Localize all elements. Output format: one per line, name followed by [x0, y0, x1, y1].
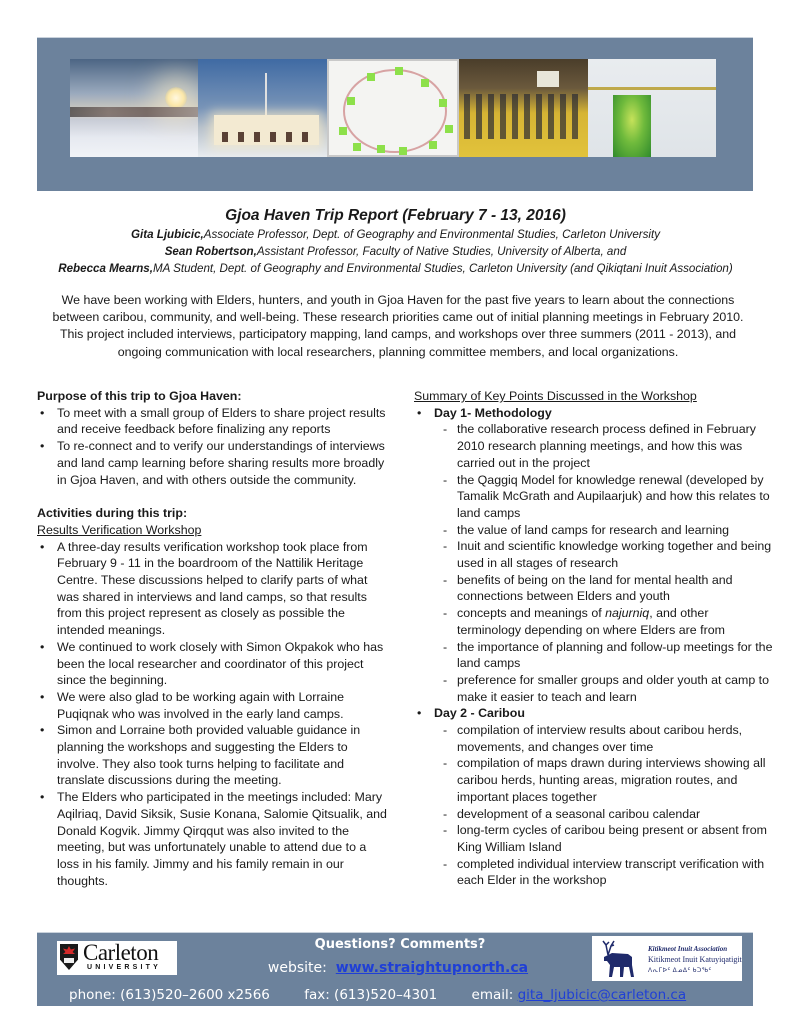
author-name: Sean Robertson, — [164, 245, 257, 258]
right-column — [414, 388, 774, 889]
fax-text: fax: (613)520–4301 — [304, 987, 438, 1003]
caribou-icon — [598, 939, 640, 979]
sticky-note — [377, 145, 385, 153]
spacer — [37, 488, 387, 505]
kia-logo — [592, 936, 742, 981]
list-item: - benefits of being on the land for mental health and connections between Elders and youth — [434, 572, 774, 605]
photo-heritage-centre — [198, 59, 326, 157]
list-item: - development of a seasonal caribou calendar — [434, 806, 774, 823]
kia-name-english: Kitikmeot Inuit Association — [648, 945, 728, 953]
header-banner — [37, 37, 753, 191]
author-role: MA Student, Dept. of Geography and Environmental Studies, Carleton University (and Qikiqtani Inuit Association) — [152, 262, 733, 275]
list-item: - Inuit and scientific knowledge working together and being used in all stages of research — [434, 538, 774, 571]
list-item: • We continued to work closely with Simon Okpakok who has been the local researcher and coordinator of this project since the beginning. — [37, 639, 387, 689]
list-item: - compilation of maps drawn during interviews showing all caribou herds, hunting areas, migration routes, and important places together — [434, 755, 774, 805]
email-link[interactable]: gita_ljubicic@carleton.ca — [517, 987, 687, 1003]
page-title: Gjoa Haven Trip Report (February 7 - 13, 2016) — [225, 207, 566, 224]
map-poster — [613, 95, 651, 157]
author-line — [0, 226, 791, 243]
intro-paragraph: We have been working with Elders, hunters, and youth in Gjoa Haven for the past five years to learn about the connections between caribou, community, and well-being. These research priorities came out of initial planning meetings in February 2010. This project included interviews, participatory mapping, land camps, and workshops over three summers (2011 - 2013), and ongoing communication with local researchers, planning committee members, and local organizations. — [52, 293, 744, 359]
day-label: • Day 2 - Caribou — [434, 706, 525, 721]
author-role: Associate Professor, Dept. of Geography and Environmental Studies, Carleton University — [203, 228, 661, 241]
photo-whiteboard — [327, 59, 459, 157]
contact-footer — [37, 932, 753, 1006]
day-points — [434, 421, 774, 705]
days-list — [414, 405, 774, 889]
item-text: concepts and meanings of — [457, 606, 606, 621]
website-label: website: — [267, 960, 327, 976]
people-circle — [464, 94, 582, 139]
building-shape — [214, 115, 319, 145]
left-column — [37, 388, 387, 889]
list-item: - the value of land camps for research and learning — [434, 522, 774, 539]
list-item: - preference for smaller groups and older youth at camp to make it easier to teach and learn — [434, 672, 774, 705]
contact-line — [69, 987, 686, 1003]
list-item: - compilation of interview results about caribou herds, movements, and changes over time — [434, 722, 774, 755]
sun-shape — [165, 87, 187, 109]
town-silhouette — [70, 107, 198, 117]
list-item: - completed individual interview transcript verification with each Elder in the workshop — [434, 856, 774, 889]
author-name: Gita Ljubicic, — [130, 228, 204, 241]
sticky-note — [429, 141, 437, 149]
sticky-note — [339, 127, 347, 135]
kia-name-inuinnaqtun: Kitikmeot Inuit Katuyiqatigit — [648, 955, 742, 964]
list-item: • To meet with a small group of Elders to share project results and receive feedback before finalizing any reports — [37, 405, 387, 438]
day-points — [434, 722, 774, 889]
list-item: - long-term cycles of caribou being present or absent from King William Island — [434, 822, 774, 855]
wall-rail — [588, 87, 716, 90]
activities-list — [37, 539, 387, 890]
list-item: • We were also glad to be working again with Lorraine Puqiqnak who was involved in the early land camps. — [37, 689, 387, 722]
carleton-university: UNIVERSITY — [87, 964, 162, 971]
purpose-heading: Purpose of this trip to Gjoa Haven: — [37, 389, 242, 403]
carleton-name: Carleton — [83, 940, 159, 965]
activities-heading: Activities during this trip: — [37, 506, 188, 521]
author-line — [0, 243, 791, 260]
sticky-note — [445, 125, 453, 133]
author-role: Assistant Professor, Faculty of Native Studies, University of Alberta, and — [256, 245, 627, 258]
sticky-note — [439, 99, 447, 107]
list-item: - the Qaggiq Model for knowledge renewal (developed by Tamalik McGrath and Aupilaarjuk) and how this relates to land camps — [434, 472, 774, 522]
summary-heading: Summary of Key Points Discussed in the Workshop — [414, 389, 697, 403]
questions-heading: Questions? Comments? — [314, 937, 486, 952]
mast-shape — [265, 73, 267, 119]
title-block — [0, 206, 791, 277]
photo-meeting-room — [459, 59, 587, 157]
author-name: Rebecca Mearns, — [58, 262, 153, 275]
day-item — [414, 405, 774, 706]
projector-screen — [537, 71, 559, 87]
sticky-note — [421, 79, 429, 87]
workshop-heading: Results Verification Workshop — [37, 522, 202, 537]
list-item: - the importance of planning and follow-up meetings for the land camps — [434, 639, 774, 672]
sticky-note — [347, 97, 355, 105]
list-item: - the collaborative research process defined in February 2010 research planning meetings, and how this was carried out in the project — [434, 421, 774, 471]
list-item: • To re-connect and to verify our understandings of interviews and land camp learning before sharing results more broadly in Gjoa Haven, and with others outside the community. — [37, 438, 387, 488]
kia-name-syllabics: ᐱᕆᒥᐅᑦ ᐃᓄᐃᑦ ᑲᑐᖃᑦ — [648, 968, 712, 974]
item-text: , and other terminology depending on where Elders are from — [457, 606, 725, 637]
day-label: • Day 1- Methodology — [434, 405, 552, 420]
purpose-list — [37, 405, 387, 489]
list-item: • The Elders who participated in the meetings included: Mary Aqilriaq, David Siksik, Susie Konana, Salomie Qitsualik, and Donald Kogvik. Jimmy Qirqqut was also invited to the meeting, but was unfortunately unable to attend due to a loss in his family. Jimmy and his family remain in our thoughts. — [37, 789, 387, 889]
website-link[interactable]: www.straightupnorth.ca — [335, 960, 529, 976]
day-item — [414, 705, 774, 889]
photo-strip — [70, 59, 716, 157]
sticky-note — [367, 73, 375, 81]
sticky-note — [399, 147, 407, 155]
sticky-note — [353, 143, 361, 151]
photo-maps-wall — [588, 59, 716, 157]
list-item: • Simon and Lorraine both provided valuable guidance in planning the workshops and suggesting the Elders to involve. They also took turns helping to facilitate and translate discussions during the meeting. — [37, 722, 387, 789]
list-item — [434, 605, 774, 638]
photo-sunrise-over-town — [70, 59, 198, 157]
italic-term: najurniq — [605, 606, 650, 621]
phone-text: phone: (613)520–2600 x2566 — [69, 987, 270, 1003]
sticky-note — [395, 67, 403, 75]
email-label: email: — [471, 987, 514, 1003]
author-line — [0, 260, 791, 277]
list-item: • A three-day results verification workshop took place from February 9 - 11 in the boardroom of the Nattilik Heritage Centre. These discussions helped to clarify parts of what was shared in interviews and land camps, so that results from this project represent as closely as possible the intended meanings. — [37, 539, 387, 639]
